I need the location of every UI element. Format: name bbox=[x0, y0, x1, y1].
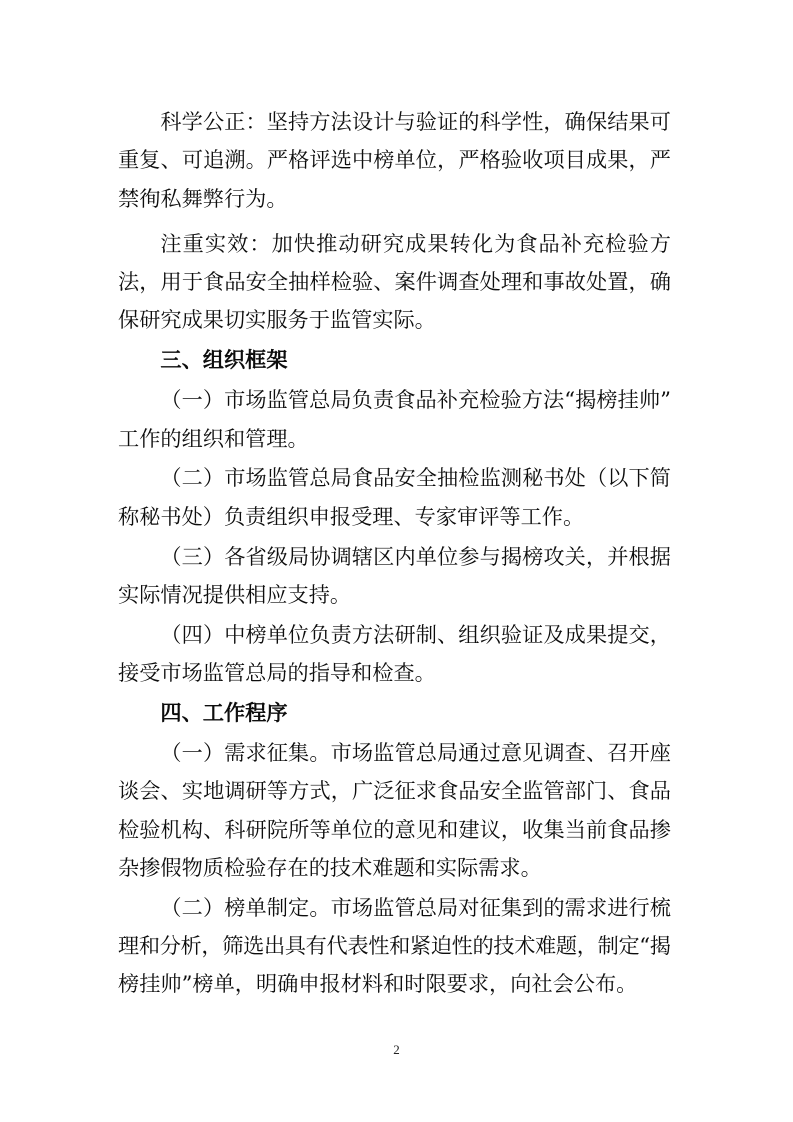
text-line: 法，用于食品安全抽样检验、案件调查处理和事故处置，确 bbox=[118, 269, 672, 295]
organization-item-4 bbox=[118, 616, 671, 693]
section-heading: 三、组织框架 bbox=[160, 347, 288, 373]
text-line: （二）市场监管总局食品安全抽检监测秘书处（以下简 bbox=[160, 465, 672, 491]
text-line: （四）中榜单位负责方法研制、组织验证及成果提交， bbox=[160, 621, 672, 647]
text-line: 榜挂帅”榜单，明确申报材料和时限要求，向社会公布。 bbox=[118, 971, 638, 997]
document-body bbox=[118, 103, 671, 1004]
procedure-item-2 bbox=[118, 889, 671, 1004]
text-line: 谈会、实地调研等方式，广泛征求食品安全监管部门、食品 bbox=[118, 778, 672, 804]
text-line: 工作的组织和管理。 bbox=[118, 425, 309, 451]
text-line: 实际情况提供相应支持。 bbox=[118, 581, 352, 607]
section-procedure bbox=[118, 694, 671, 732]
text-line: 杂掺假物质检验存在的技术难题和实际需求。 bbox=[118, 854, 542, 880]
organization-item-3 bbox=[118, 538, 671, 615]
text-line: 重复、可追溯。严格评选中榜单位，严格验收项目成果，严 bbox=[118, 147, 672, 173]
text-line: 检验机构、科研院所等单位的意见和建议，收集当前食品掺 bbox=[118, 816, 672, 842]
section-heading: 四、工作程序 bbox=[160, 700, 288, 726]
section-organization bbox=[118, 341, 671, 379]
text-line: 科学公正：坚持方法设计与验证的科学性，确保结果可 bbox=[160, 109, 672, 134]
text-line: 注重实效：加快推动研究成果转化为食品补充检验方 bbox=[160, 230, 673, 256]
text-line: （三）各省级局协调辖区内单位参与揭榜攻关，并根据 bbox=[160, 543, 672, 569]
organization-item-1 bbox=[118, 381, 671, 458]
text-line: 称秘书处）负责组织申报受理、专家审评等工作。 bbox=[118, 503, 585, 529]
principle-scientific-fairness bbox=[118, 103, 671, 218]
text-line: （一）需求征集。市场监管总局通过意见调查、召开座 bbox=[160, 739, 672, 765]
procedure-item-1 bbox=[118, 734, 671, 887]
text-line: 保研究成果切实服务于监管实际。 bbox=[118, 307, 436, 333]
principle-practical-effect bbox=[118, 225, 671, 340]
text-line: 理和分析，筛选出具有代表性和紧迫性的技术难题，制定“揭 bbox=[118, 932, 671, 958]
organization-item-2 bbox=[118, 459, 671, 536]
text-line: 接受市场监管总局的指导和检查。 bbox=[118, 660, 436, 686]
text-line: （一）市场监管总局负责食品补充检验方法“揭榜挂帅” bbox=[160, 387, 672, 413]
text-line: （二）榜单制定。市场监管总局对征集到的需求进行梳 bbox=[160, 894, 672, 920]
page-number: 2 bbox=[393, 1042, 400, 1057]
text-line: 禁徇私舞弊行为。 bbox=[118, 185, 288, 211]
